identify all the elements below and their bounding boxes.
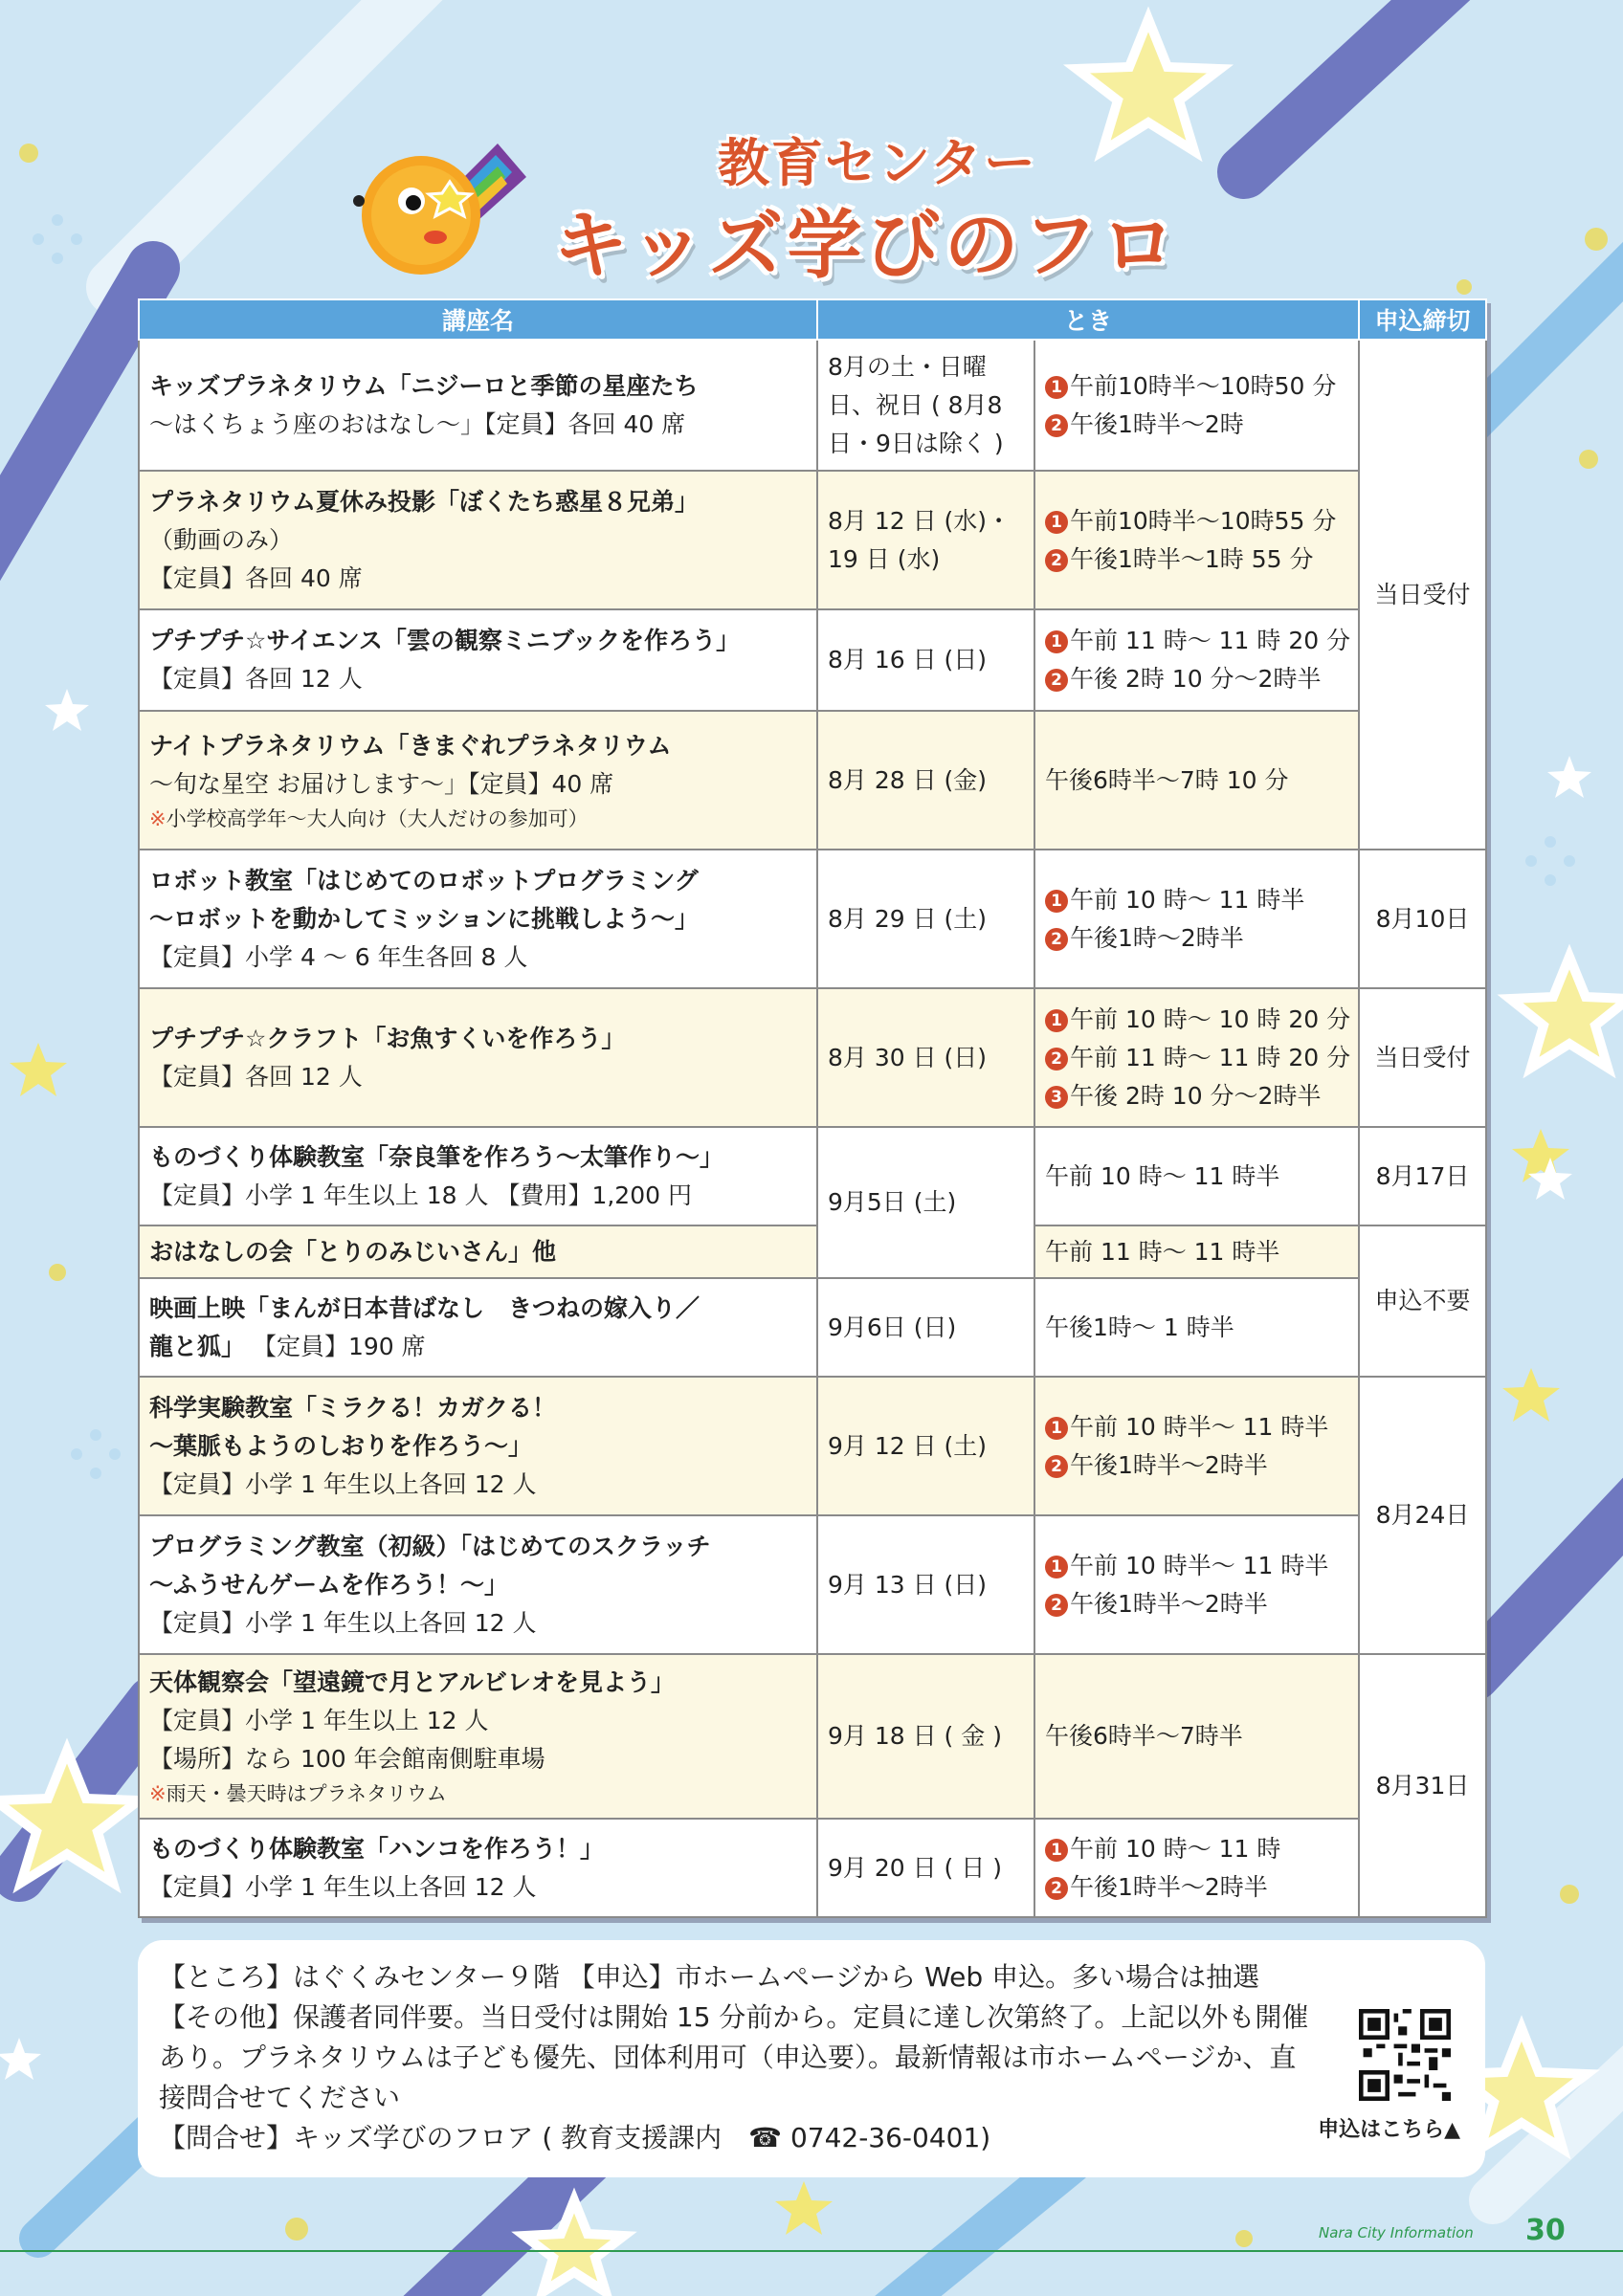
footer-brand: Nara City Information: [1319, 2224, 1474, 2241]
event-name-cell: [139, 1654, 817, 1819]
slot-text: 午前 10 時～ 10 時 20 分: [1070, 1004, 1351, 1033]
event-name-cell: [139, 1225, 817, 1278]
slot-text: 午後6時半～7時 10 分: [1045, 765, 1289, 794]
page-header: [345, 105, 1206, 287]
deadline-cell: [1359, 340, 1486, 850]
slot-text: 午後1時半～2時半: [1070, 1589, 1268, 1618]
event-note: [149, 1778, 807, 1809]
event-detail: 【場所】なら 100 年会館南側駐車場: [149, 1745, 545, 1773]
event-title: プチプチ☆サイエンス「雲の観察ミニブックを作ろう」: [149, 627, 741, 654]
info-contact: 【問合せ】キッズ学びのフロア ( 教育支援課内 ☎ 0742-36-0401): [159, 2122, 991, 2153]
slot-text: 午後1時半～2時半: [1070, 1450, 1268, 1479]
column-header-time: とき: [817, 299, 1359, 340]
event-name-cell: [139, 1819, 817, 1917]
column-header-deadline: 申込締切: [1359, 299, 1486, 340]
deadline-text: 当日受付: [1374, 1043, 1471, 1071]
slot-text: 午前 10 時～ 11 時半: [1045, 1161, 1280, 1190]
event-name-cell: [139, 711, 817, 850]
event-name-cell: [139, 988, 817, 1127]
event-date-text: 8月 12 日 (水)・19 日 (水): [828, 506, 1012, 573]
slot-text: 午後1時～ 1 時半: [1045, 1313, 1234, 1341]
footer-divider: [0, 2250, 1623, 2252]
event-detail: ～ふうせんゲームを作ろう！～」: [149, 1570, 509, 1599]
event-note: [149, 804, 807, 834]
event-date-text: 8月の土・日曜日、祝日 ( 8月8日・9日は除く ): [828, 352, 1004, 457]
event-detail: 【定員】小学 1 年生以上各回 12 人: [149, 1872, 537, 1901]
event-title: プラネタリウム夏休み投影「ぼくたち惑星８兄弟」: [149, 487, 700, 516]
event-detail: 【定員】各回 12 人: [149, 1062, 363, 1091]
slot-text: 午前 11 時～ 11 時半: [1045, 1237, 1280, 1266]
slot-text: 午前10時半～10時55 分: [1070, 506, 1337, 535]
event-date-text: 8月 28 日 (金): [828, 765, 988, 794]
table-row: [139, 1377, 1486, 1515]
event-name-cell: [139, 850, 817, 988]
qr-code-icon[interactable]: [1359, 2009, 1451, 2101]
event-title: ロボット教室「はじめてのロボットプログラミング: [149, 866, 699, 894]
event-detail: ～葉脈もようのしおりを作ろう～」: [149, 1431, 533, 1460]
event-title: ものづくり体験教室「奈良筆を作ろう～太筆作り～」: [149, 1142, 724, 1171]
event-title: おはなしの会「とりのみじいさん」他: [149, 1237, 557, 1266]
event-time: [1034, 850, 1359, 988]
deadline-text: 8月17日: [1375, 1161, 1470, 1190]
deadline-cell: [1359, 1654, 1486, 1917]
event-name-cell: [139, 340, 817, 471]
event-date: [817, 711, 1034, 850]
slot-number-icon: 2: [1045, 414, 1068, 437]
time-slot: [1045, 1868, 1348, 1907]
note-text: 小学校高学年～大人向け（大人だけの参加可）: [166, 806, 589, 830]
time-slot: [1045, 1446, 1348, 1485]
time-slot: [1045, 1001, 1351, 1039]
table-row: [139, 850, 1486, 988]
slot-number-icon: 2: [1045, 1877, 1068, 1900]
event-name-cell: [139, 609, 817, 711]
event-time: [1034, 988, 1359, 1127]
deadline-cell: [1359, 1225, 1486, 1377]
event-date-text: 9月 13 日 (日): [828, 1570, 988, 1599]
event-date: [817, 1278, 1034, 1377]
event-date-text: 9月5日 (土): [828, 1188, 957, 1216]
info-other: 【その他】保護者同伴要。当日受付は開始 15 分前から。定員に達し次第終了。上記以外も開催あり。プラネタリウムは子ども優先、団体利用可（申込要）。最新情報は市ホームページか、直接問合せてください: [159, 2001, 1309, 2113]
event-name-cell: [139, 1278, 817, 1377]
event-date: [817, 340, 1034, 471]
event-date: [817, 609, 1034, 711]
slot-text: 午後1時半～2時: [1070, 409, 1244, 438]
time-slot: [1045, 1585, 1348, 1623]
event-title: 科学実験教室「ミラクる！カガクる！: [149, 1393, 557, 1422]
slot-number-icon: 1: [1045, 511, 1068, 534]
event-title-cont: 龍と狐」: [149, 1332, 246, 1360]
time-slot: [1045, 660, 1348, 698]
event-detail: 【定員】小学 1 年生以上 18 人 【費用】1,200 円: [149, 1181, 692, 1209]
slot-number-icon: 2: [1045, 669, 1068, 692]
event-time: [1034, 1225, 1359, 1278]
note-mark: ※: [149, 1782, 167, 1805]
event-date-text: 8月 30 日 (日): [828, 1043, 988, 1071]
slot-text: 午前 10 時～ 11 時: [1070, 1834, 1281, 1863]
table-row: [139, 1127, 1486, 1225]
event-time: [1034, 1278, 1359, 1377]
deadline-text: 当日受付: [1374, 580, 1471, 608]
note-text: 雨天・曇天時はプラネタリウム: [166, 1782, 447, 1805]
deadline-text: 申込不要: [1374, 1287, 1471, 1314]
event-time: [1034, 1377, 1359, 1515]
event-date: [817, 471, 1034, 609]
slot-number-icon: 1: [1045, 376, 1068, 399]
slot-text: 午後1時～2時半: [1070, 923, 1244, 952]
table-row: [139, 1654, 1486, 1819]
deadline-text: 8月24日: [1375, 1501, 1470, 1529]
event-title: プログラミング教室（初級）「はじめてのスクラッチ: [149, 1532, 711, 1560]
deadline-cell: [1359, 1127, 1486, 1225]
slot-number-icon: 2: [1045, 1048, 1068, 1071]
event-date: [817, 1377, 1034, 1515]
event-name-cell: [139, 1127, 817, 1225]
slot-text: 午後6時半～7時半: [1045, 1722, 1243, 1750]
deadline-text: 8月31日: [1375, 1771, 1470, 1799]
event-detail: ～はくちょう座のおはなし～」【定員】各回 40 席: [149, 409, 686, 438]
event-time: [1034, 471, 1359, 609]
time-slot: [1045, 1408, 1348, 1446]
slot-number-icon: 2: [1045, 1455, 1068, 1478]
slot-text: 午前 10 時半～ 11 時半: [1070, 1412, 1329, 1441]
event-date: [817, 1515, 1034, 1654]
event-date: [817, 1127, 1034, 1278]
deadline-text: 8月10日: [1375, 904, 1470, 933]
event-name-cell: [139, 1377, 817, 1515]
slot-text: 午前 11 時～ 11 時 20 分: [1070, 1043, 1351, 1071]
slot-number-icon: 2: [1045, 1594, 1068, 1617]
time-slot: [1045, 622, 1351, 660]
event-detail: 【定員】各回 12 人: [149, 665, 363, 693]
slot-number-icon: 1: [1045, 1009, 1068, 1032]
event-date-text: 9月 12 日 (土): [828, 1431, 988, 1460]
slot-text: 午後1時半～2時半: [1070, 1872, 1268, 1901]
slot-number-icon: 1: [1045, 630, 1068, 653]
event-title: 映画上映「まんが日本昔ばなし きつねの嫁入り／: [149, 1293, 700, 1322]
deadline-cell: [1359, 988, 1486, 1127]
time-slot: [1045, 1077, 1348, 1115]
event-title: プチプチ☆クラフト「お魚すくいを作ろう」: [149, 1024, 626, 1052]
info-box: [138, 1940, 1485, 2177]
deadline-cell: [1359, 850, 1486, 988]
slot-number-icon: 1: [1045, 1556, 1068, 1578]
time-slot: [1045, 1039, 1351, 1077]
event-detail: 【定員】小学 4 ～ 6 年生各回 8 人: [149, 942, 528, 971]
event-title: ものづくり体験教室「ハンコを作ろう！」: [149, 1834, 605, 1863]
time-slot: [1045, 502, 1348, 541]
event-title: ナイトプラネタリウム「きまぐれプラネタリウム: [149, 731, 672, 760]
event-date: [817, 1654, 1034, 1819]
time-slot: [1045, 367, 1348, 406]
event-detail: 【定員】小学 1 年生以上 12 人: [149, 1707, 489, 1734]
slot-text: 午前 10 時半～ 11 時半: [1070, 1551, 1329, 1579]
event-detail: 【定員】小学 1 年生以上各回 12 人: [149, 1608, 537, 1637]
table-row: [139, 471, 1486, 609]
event-time: [1034, 711, 1359, 850]
slot-number-icon: 3: [1045, 1086, 1068, 1109]
mascot-logo: [345, 124, 536, 287]
event-date-text: 8月 16 日 (日): [828, 646, 988, 673]
event-capacity: 【定員】190 席: [252, 1332, 426, 1360]
event-title: 天体観察会「望遠鏡で月とアルビレオを見よう」: [149, 1668, 676, 1696]
event-time: [1034, 1819, 1359, 1917]
note-mark: ※: [149, 806, 167, 830]
event-time: [1034, 609, 1359, 711]
table-row: [139, 711, 1486, 850]
info-text: [159, 1957, 1317, 2158]
event-detail: ～ロボットを動かしてミッションに挑戦しよう～」: [149, 904, 700, 933]
table-row: [139, 1225, 1486, 1278]
time-slot: [1045, 919, 1348, 958]
page-number: 30: [1525, 2214, 1566, 2247]
info-location: 【ところ】はぐくみセンター９階 【申込】市ホームページから Web 申込。多い場合は抽選: [159, 1961, 1260, 1993]
event-time: [1034, 340, 1359, 471]
events-table: [138, 298, 1487, 1918]
slot-text: 午後 2時 10 分～2時半: [1070, 665, 1322, 693]
table-row: [139, 340, 1486, 471]
header-title: キッズ学びのフロ: [553, 203, 1180, 289]
event-date-text: 9月 20 日 ( 日 ): [828, 1853, 1002, 1882]
event-detail: 【定員】小学 1 年生以上各回 12 人: [149, 1469, 537, 1498]
table-row: [139, 1819, 1486, 1917]
time-slot: [1045, 1547, 1348, 1585]
event-date: [817, 988, 1034, 1127]
column-header-name: 講座名: [139, 299, 817, 340]
time-slot: [1045, 1830, 1348, 1868]
event-time: [1034, 1127, 1359, 1225]
slot-text: 午後1時半～1時 55 分: [1070, 544, 1314, 573]
event-detail: [149, 1328, 807, 1366]
table-row: [139, 988, 1486, 1127]
slot-text: 午前 11 時～ 11 時 20 分: [1070, 627, 1351, 654]
event-date-text: 9月6日 (日): [828, 1313, 957, 1341]
time-slot: [1045, 406, 1348, 444]
event-date-text: 8月 29 日 (土): [828, 904, 988, 933]
slot-number-icon: 1: [1045, 890, 1068, 913]
event-detail: 【定員】各回 40 席: [149, 563, 363, 592]
table-row: [139, 1515, 1486, 1654]
event-detail: ～旬な星空 お届けします～」【定員】40 席: [149, 769, 614, 798]
slot-text: 午前10時半～10時50 分: [1070, 371, 1337, 400]
event-name-cell: [139, 1515, 817, 1654]
event-name-cell: [139, 471, 817, 609]
table-row: [139, 609, 1486, 711]
slot-number-icon: 2: [1045, 549, 1068, 572]
table-row: [139, 1278, 1486, 1377]
slot-text: 午後 2時 10 分～2時半: [1070, 1081, 1322, 1110]
table-header-row: [139, 299, 1486, 340]
header-subtitle: 教育センター: [718, 133, 1037, 193]
slot-text: 午前 10 時～ 11 時半: [1070, 885, 1305, 914]
time-slot: [1045, 541, 1348, 579]
event-date-text: 9月 18 日 ( 金 ): [828, 1722, 1002, 1750]
slot-number-icon: 2: [1045, 928, 1068, 951]
slot-number-icon: 1: [1045, 1839, 1068, 1862]
qr-caption: 申込はこちら▲: [1318, 2118, 1460, 2142]
time-slot: [1045, 881, 1348, 919]
event-detail: （動画のみ）: [149, 525, 294, 554]
event-title: キッズプラネタリウム「ニジーロと季節の星座たち: [149, 371, 699, 400]
event-date: [817, 850, 1034, 988]
event-date: [817, 1819, 1034, 1917]
deadline-cell: [1359, 1377, 1486, 1654]
event-time: [1034, 1654, 1359, 1819]
event-time: [1034, 1515, 1359, 1654]
slot-number-icon: 1: [1045, 1417, 1068, 1440]
